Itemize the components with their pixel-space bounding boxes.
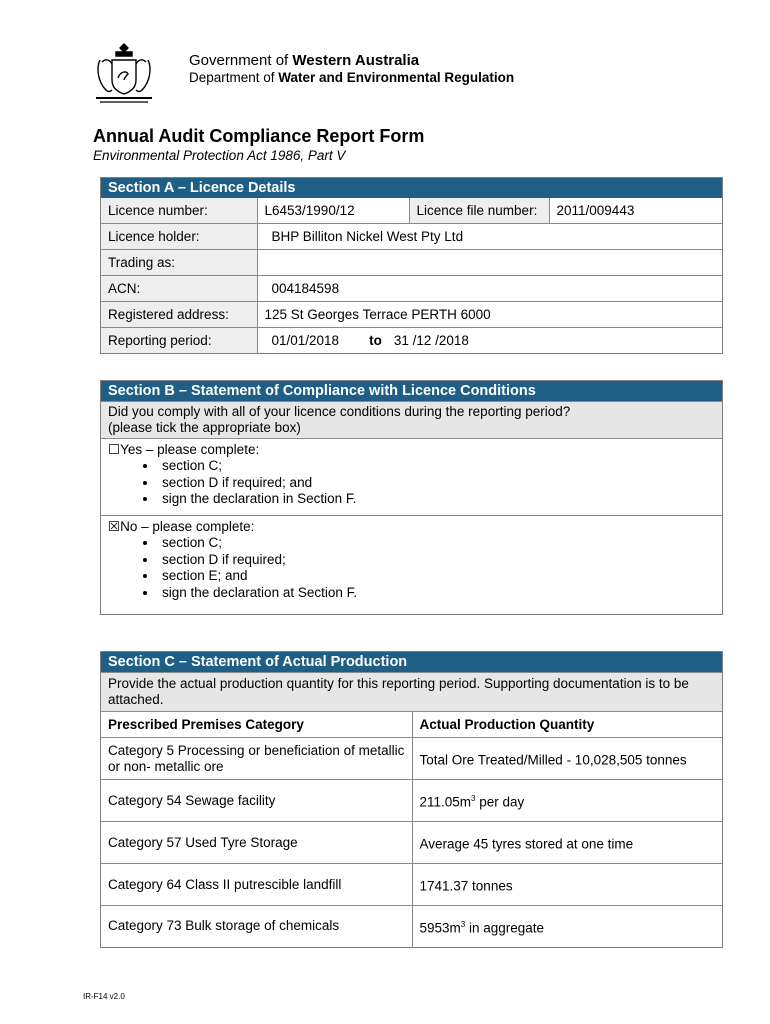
- acn-label: ACN:: [101, 276, 257, 302]
- table-row-quantity[interactable]: Total Ore Treated/Milled - 10,028,505 tonnes: [412, 738, 722, 780]
- licence-holder-value[interactable]: BHP Billiton Nickel West Pty Ltd: [257, 224, 722, 250]
- licence-number-value[interactable]: L6453/1990/12: [257, 198, 409, 224]
- column-header-quantity: Actual Production Quantity: [412, 712, 722, 738]
- no-label: No – please complete:: [120, 519, 255, 534]
- table-row-quantity[interactable]: $211.05m^3$ per day: [412, 780, 722, 822]
- compliance-question: Did you comply with all of your licence conditions during the reporting period? (please tick the appropriate box): [101, 401, 722, 438]
- yes-checkbox[interactable]: ☐: [108, 442, 121, 457]
- table-row-category: Category 54 Sewage facility: [101, 780, 412, 822]
- table-row-quantity[interactable]: $5953m^3$ in aggregate: [412, 906, 722, 947]
- form-code: IR-F14 v2.0: [83, 992, 125, 1001]
- no-option: [101, 515, 722, 614]
- table-row-category: Category 57 Used Tyre Storage: [101, 822, 412, 864]
- table-row-quantity[interactable]: 1741.37 tonnes: [412, 864, 722, 906]
- yes-label: Yes – please complete:: [120, 442, 260, 457]
- government-title: Government of Western Australia Department of Water and Environmental Regulation: [189, 52, 515, 85]
- registered-address-label: Registered address:: [101, 302, 257, 328]
- form-title: Annual Audit Compliance Report Form: [93, 126, 425, 146]
- production-table: [101, 711, 722, 947]
- no-checkbox[interactable]: ☒: [108, 519, 121, 534]
- list-item: • section C;: [158, 458, 715, 474]
- production-intro: Provide the actual production quantity for this reporting period. Supporting documentation is to be attached.: [101, 672, 722, 711]
- table-row-quantity[interactable]: Average 45 tyres stored at one time: [412, 822, 722, 864]
- period-to-word: to: [369, 333, 382, 348]
- licence-file-value[interactable]: 2011/009443: [549, 198, 722, 224]
- licence-holder-label: Licence holder:: [101, 224, 257, 250]
- coat-of-arms-icon: [92, 40, 157, 106]
- period-to[interactable]: 31 /12 /2018: [393, 333, 469, 348]
- period-from[interactable]: 01/01/2018: [271, 333, 340, 348]
- list-item: • section E; and: [158, 568, 715, 584]
- reporting-period-value: [257, 328, 722, 354]
- column-header-category: Prescribed Premises Category: [101, 712, 412, 738]
- trading-as-value[interactable]: [257, 250, 722, 276]
- list-item: • sign the declaration at Section F.: [158, 585, 715, 601]
- list-item: • section D if required;: [158, 552, 715, 568]
- list-item: • sign the declaration in Section F.: [158, 491, 715, 507]
- licence-number-label: Licence number:: [101, 198, 257, 224]
- form-subtitle: Environmental Protection Act 1986, Part V: [93, 148, 346, 163]
- licence-file-label: Licence file number:: [409, 198, 549, 224]
- table-row-category: Category 5 Processing or beneficiation of metallic or non- metallic ore: [101, 738, 412, 780]
- licence-details-table: [101, 198, 722, 353]
- section-b: [100, 380, 723, 615]
- list-item: • section C;: [158, 535, 715, 551]
- table-row-category: Category 64 Class II putrescible landfill: [101, 864, 412, 906]
- acn-value[interactable]: 004184598: [257, 276, 722, 302]
- section-b-heading: Section B – Statement of Compliance with Licence Conditions: [101, 381, 722, 401]
- section-a-heading: Section A – Licence Details: [101, 178, 722, 198]
- section-a: [100, 177, 723, 354]
- table-row-category: Category 73 Bulk storage of chemicals: [101, 906, 412, 947]
- yes-option: [101, 438, 722, 515]
- registered-address-value[interactable]: 125 St Georges Terrace PERTH 6000: [257, 302, 722, 328]
- section-c-heading: Section C – Statement of Actual Production: [101, 652, 722, 672]
- section-c: [100, 651, 723, 948]
- list-item: • section D if required; and: [158, 475, 715, 491]
- trading-as-label: Trading as:: [101, 250, 257, 276]
- reporting-period-label: Reporting period:: [101, 328, 257, 354]
